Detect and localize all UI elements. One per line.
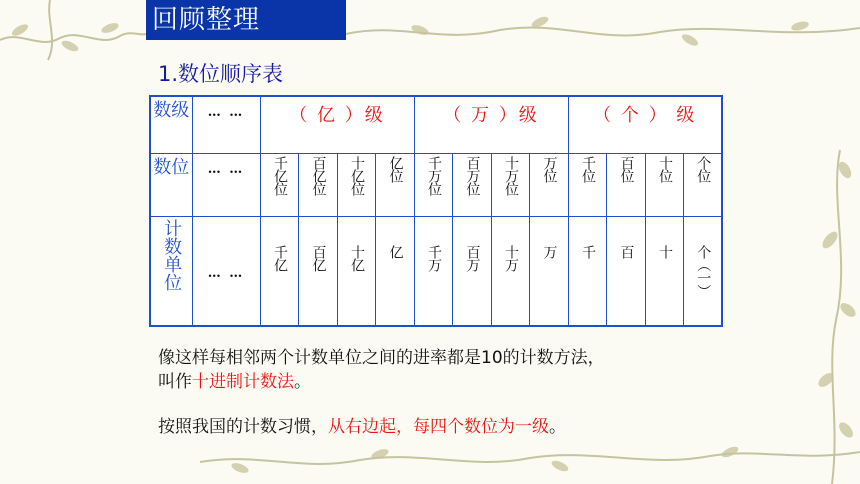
place-row-head: 数位 [150, 154, 192, 217]
unit-cell: 十 [645, 216, 684, 326]
paragraph1-suffix: 。 [294, 372, 311, 392]
unit-row-dots: … … [192, 216, 260, 326]
place-cell: 百亿位 [299, 154, 338, 217]
unit-cell: 千亿 [260, 216, 299, 326]
place-cell: 十亿位 [337, 154, 376, 217]
place-cell: 百位 [607, 154, 646, 217]
place-cell: 十万位 [491, 154, 530, 217]
level-wan: （ 万 ）级 [414, 96, 568, 154]
level-row-dots: … … [192, 96, 260, 154]
unit-cell: 百亿 [299, 216, 338, 326]
decimal-system-term: 十进制计数法 [192, 372, 294, 392]
unit-cell: 百万 [453, 216, 492, 326]
counting-habit-paragraph [158, 412, 566, 437]
place-cell: 千万位 [414, 154, 453, 217]
paragraph1-line1: 像这样每相邻两个计数单位之间的进率都是10的计数方法， [158, 348, 605, 368]
level-row [150, 96, 722, 154]
unit-cell: 十万 [491, 216, 530, 326]
place-cell: 百万位 [453, 154, 492, 217]
unit-cell: 千万 [414, 216, 453, 326]
unit-cell: 个（一） [684, 216, 723, 326]
place-value-table [149, 95, 723, 327]
unit-cell: 千 [568, 216, 607, 326]
level-ge: （ 个 ） 级 [568, 96, 722, 154]
unit-row-head: 计数单位 [150, 216, 192, 326]
place-cell: 亿位 [376, 154, 415, 217]
paragraph2-prefix: 按照我国的计数习惯， [158, 417, 328, 437]
decimal-system-paragraph [158, 346, 605, 394]
unit-cell: 万 [530, 216, 569, 326]
unit-row [150, 216, 722, 326]
grouping-rule: 从右边起，每四个数位为一级 [328, 417, 549, 437]
unit-cell: 十亿 [337, 216, 376, 326]
place-cell: 个位 [684, 154, 723, 217]
level-yi: （ 亿 ）级 [260, 96, 414, 154]
page-title: 回顾整理 [146, 0, 346, 40]
place-cell: 十位 [645, 154, 684, 217]
section-title: 1.数位顺序表 [158, 62, 284, 86]
paragraph1-line2 [158, 370, 605, 394]
place-cell: 千亿位 [260, 154, 299, 217]
unit-cell: 亿 [376, 216, 415, 326]
paragraph1-prefix: 叫作 [158, 372, 192, 392]
unit-cell: 百 [607, 216, 646, 326]
place-row-dots: … … [192, 154, 260, 217]
paragraph2-suffix: 。 [549, 417, 566, 437]
place-row [150, 154, 722, 217]
level-row-head: 数级 [150, 96, 192, 154]
place-cell: 千位 [568, 154, 607, 217]
place-cell: 万位 [530, 154, 569, 217]
